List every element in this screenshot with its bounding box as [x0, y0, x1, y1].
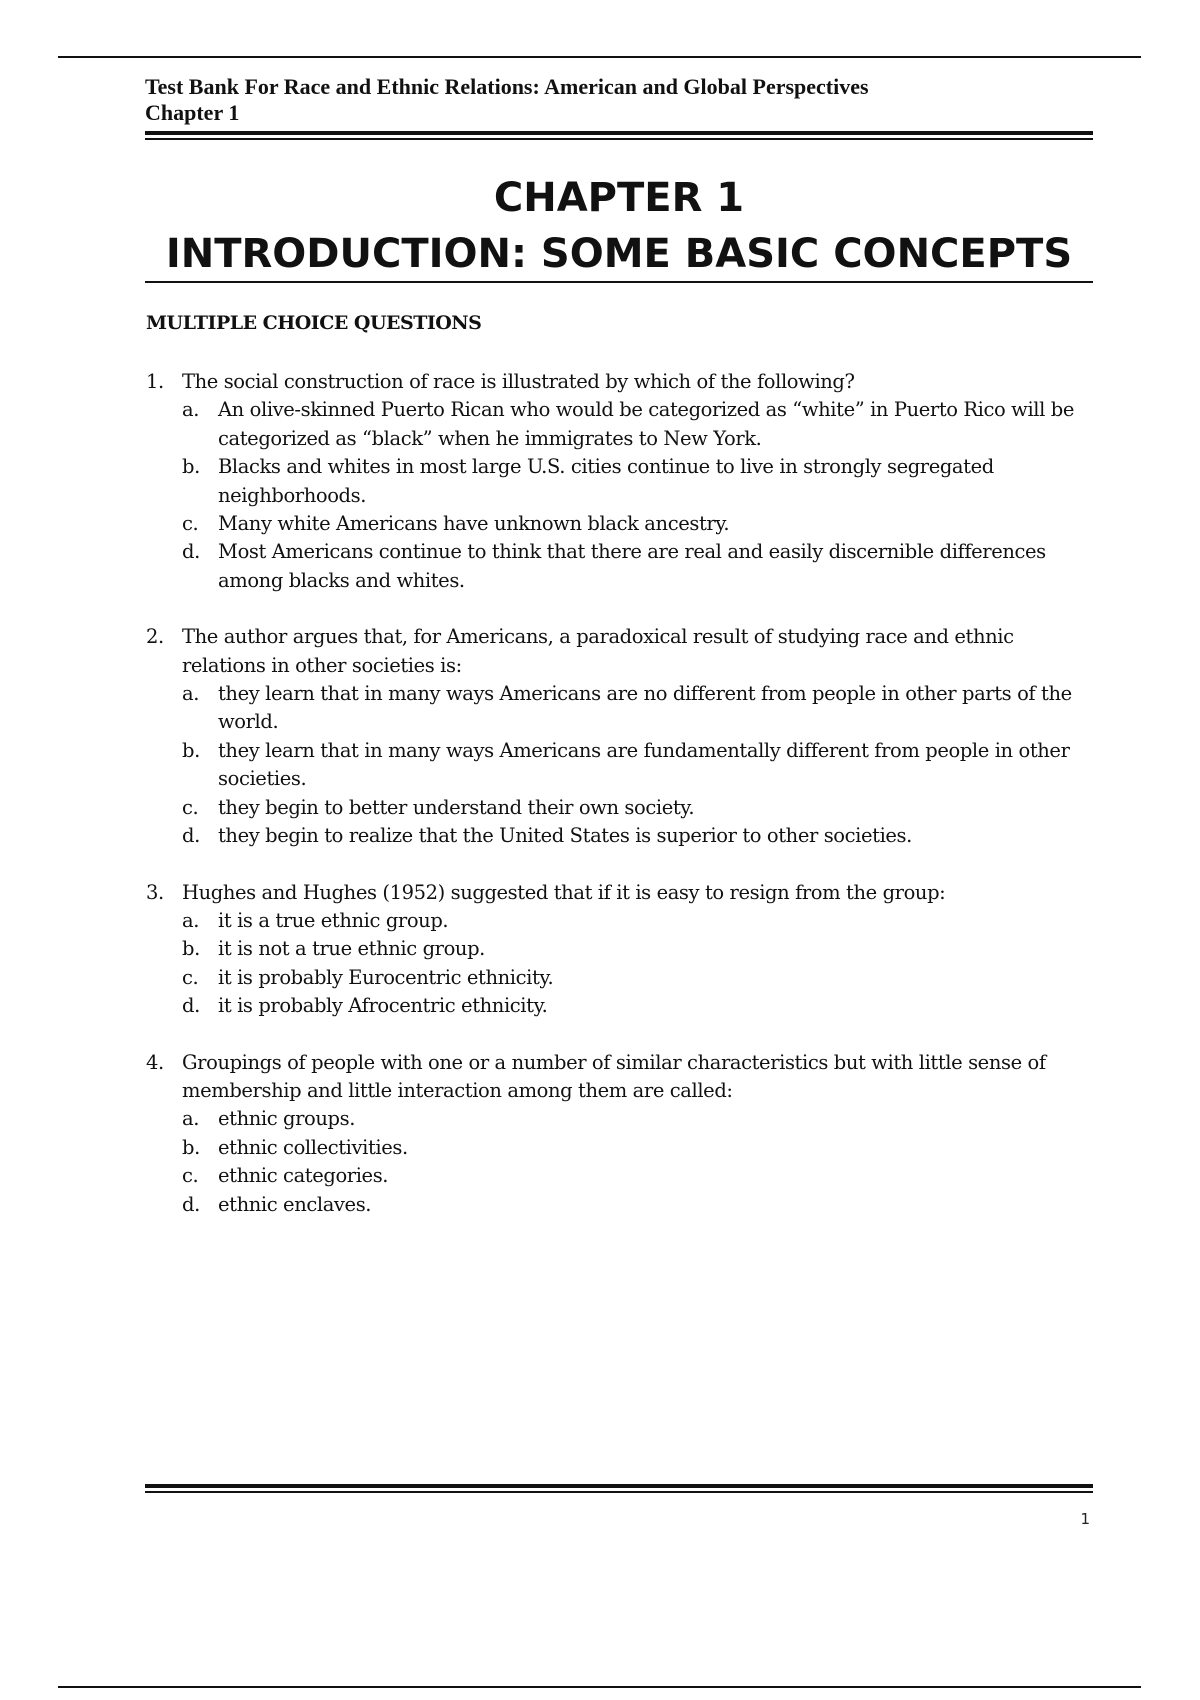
- section-heading: MULTIPLE CHOICE QUESTIONS: [146, 312, 482, 334]
- option-text: Most Americans continue to think that there are real and easily discernible differences among blacks and whites.: [218, 540, 1046, 592]
- header-title: Test Bank For Race and Ethnic Relations: American and Global Perspectives: [145, 74, 869, 99]
- option-letter: a.: [182, 398, 200, 422]
- answer-option: [146, 794, 1096, 822]
- question-3: [146, 879, 1096, 1021]
- option-letter: a.: [182, 908, 200, 932]
- option-text: ethnic groups.: [218, 1107, 356, 1131]
- answer-option: [146, 964, 1096, 992]
- option-text: they learn that in many ways Americans are no different from people in other parts of the world.: [218, 682, 1072, 734]
- option-letter: b.: [182, 937, 200, 961]
- top-page-rule: [58, 56, 1141, 58]
- option-text: it is probably Afrocentric ethnicity.: [218, 994, 548, 1018]
- option-text: Many white Americans have unknown black ancestry.: [218, 512, 730, 536]
- option-text: Blacks and whites in most large U.S. cities continue to live in strongly segregated neighborhoods.: [218, 455, 994, 507]
- option-letter: d.: [182, 994, 200, 1018]
- answer-option: [146, 1162, 1096, 1190]
- question-1: [146, 368, 1096, 595]
- question-text: The social construction of race is illustrated by which of the following?: [182, 370, 855, 393]
- answer-option: [146, 396, 1096, 453]
- question-2: [146, 623, 1096, 850]
- option-letter: c.: [182, 965, 199, 989]
- option-letter: d.: [182, 824, 200, 848]
- header-double-rule: [145, 131, 1093, 140]
- answer-option: [146, 680, 1096, 737]
- question-list: [146, 368, 1096, 1247]
- question-number: 4.: [146, 1050, 164, 1074]
- option-letter: d.: [182, 540, 200, 564]
- page-number: 1: [1080, 1510, 1090, 1528]
- footer-double-rule: [145, 1484, 1093, 1493]
- option-letter: c.: [182, 1164, 199, 1188]
- option-text: it is a true ethnic group.: [218, 908, 449, 932]
- question-4: [146, 1049, 1096, 1219]
- chapter-title: [145, 170, 1093, 282]
- answer-option: [146, 1105, 1096, 1133]
- option-text: they begin to better understand their own society.: [218, 795, 695, 819]
- title-underline: [145, 281, 1093, 283]
- option-text: ethnic collectivities.: [218, 1135, 408, 1159]
- chapter-name: INTRODUCTION: SOME BASIC CONCEPTS: [165, 231, 1073, 277]
- option-text: it is not a true ethnic group.: [218, 937, 485, 961]
- question-number: 1.: [146, 370, 164, 393]
- answer-option: [146, 510, 1096, 538]
- option-letter: b.: [182, 738, 200, 762]
- question-text: The author argues that, for Americans, a paradoxical result of studying race and ethnic relations in other societies is:: [182, 625, 1014, 677]
- bottom-page-rule: [58, 1686, 1141, 1688]
- header-chapter: Chapter 1: [145, 100, 240, 125]
- option-text: they begin to realize that the United States is superior to other societies.: [218, 824, 912, 848]
- answer-option: [146, 453, 1096, 510]
- question-number: 2.: [146, 625, 164, 649]
- option-letter: d.: [182, 1192, 200, 1216]
- option-text: it is probably Eurocentric ethnicity.: [218, 965, 554, 989]
- answer-option: [146, 1191, 1096, 1219]
- answer-option: [146, 992, 1096, 1020]
- option-letter: b.: [182, 455, 200, 479]
- question-number: 3.: [146, 880, 164, 904]
- running-header: [145, 74, 1095, 126]
- question-text: Groupings of people with one or a number of similar characteristics but with little sense of membership and little interaction among them are called:: [182, 1050, 1046, 1102]
- option-letter: a.: [182, 1107, 200, 1131]
- chapter-number: CHAPTER 1: [493, 175, 745, 221]
- option-letter: c.: [182, 795, 199, 819]
- option-letter: b.: [182, 1135, 200, 1159]
- answer-option: [146, 822, 1096, 850]
- question-text: Hughes and Hughes (1952) suggested that if it is easy to resign from the group:: [182, 880, 946, 904]
- answer-option: [146, 538, 1096, 595]
- option-text: ethnic enclaves.: [218, 1192, 372, 1216]
- option-letter: c.: [182, 512, 199, 536]
- answer-option: [146, 907, 1096, 935]
- option-text: ethnic categories.: [218, 1164, 389, 1188]
- option-text: An olive-skinned Puerto Rican who would be categorized as “white” in Puerto Rico will be categorized as “black” when he immigrates to New York.: [218, 398, 1074, 450]
- option-letter: a.: [182, 682, 200, 706]
- answer-option: [146, 737, 1096, 794]
- answer-option: [146, 1134, 1096, 1162]
- answer-option: [146, 935, 1096, 963]
- option-text: they learn that in many ways Americans are fundamentally different from people in other societies.: [218, 738, 1070, 791]
